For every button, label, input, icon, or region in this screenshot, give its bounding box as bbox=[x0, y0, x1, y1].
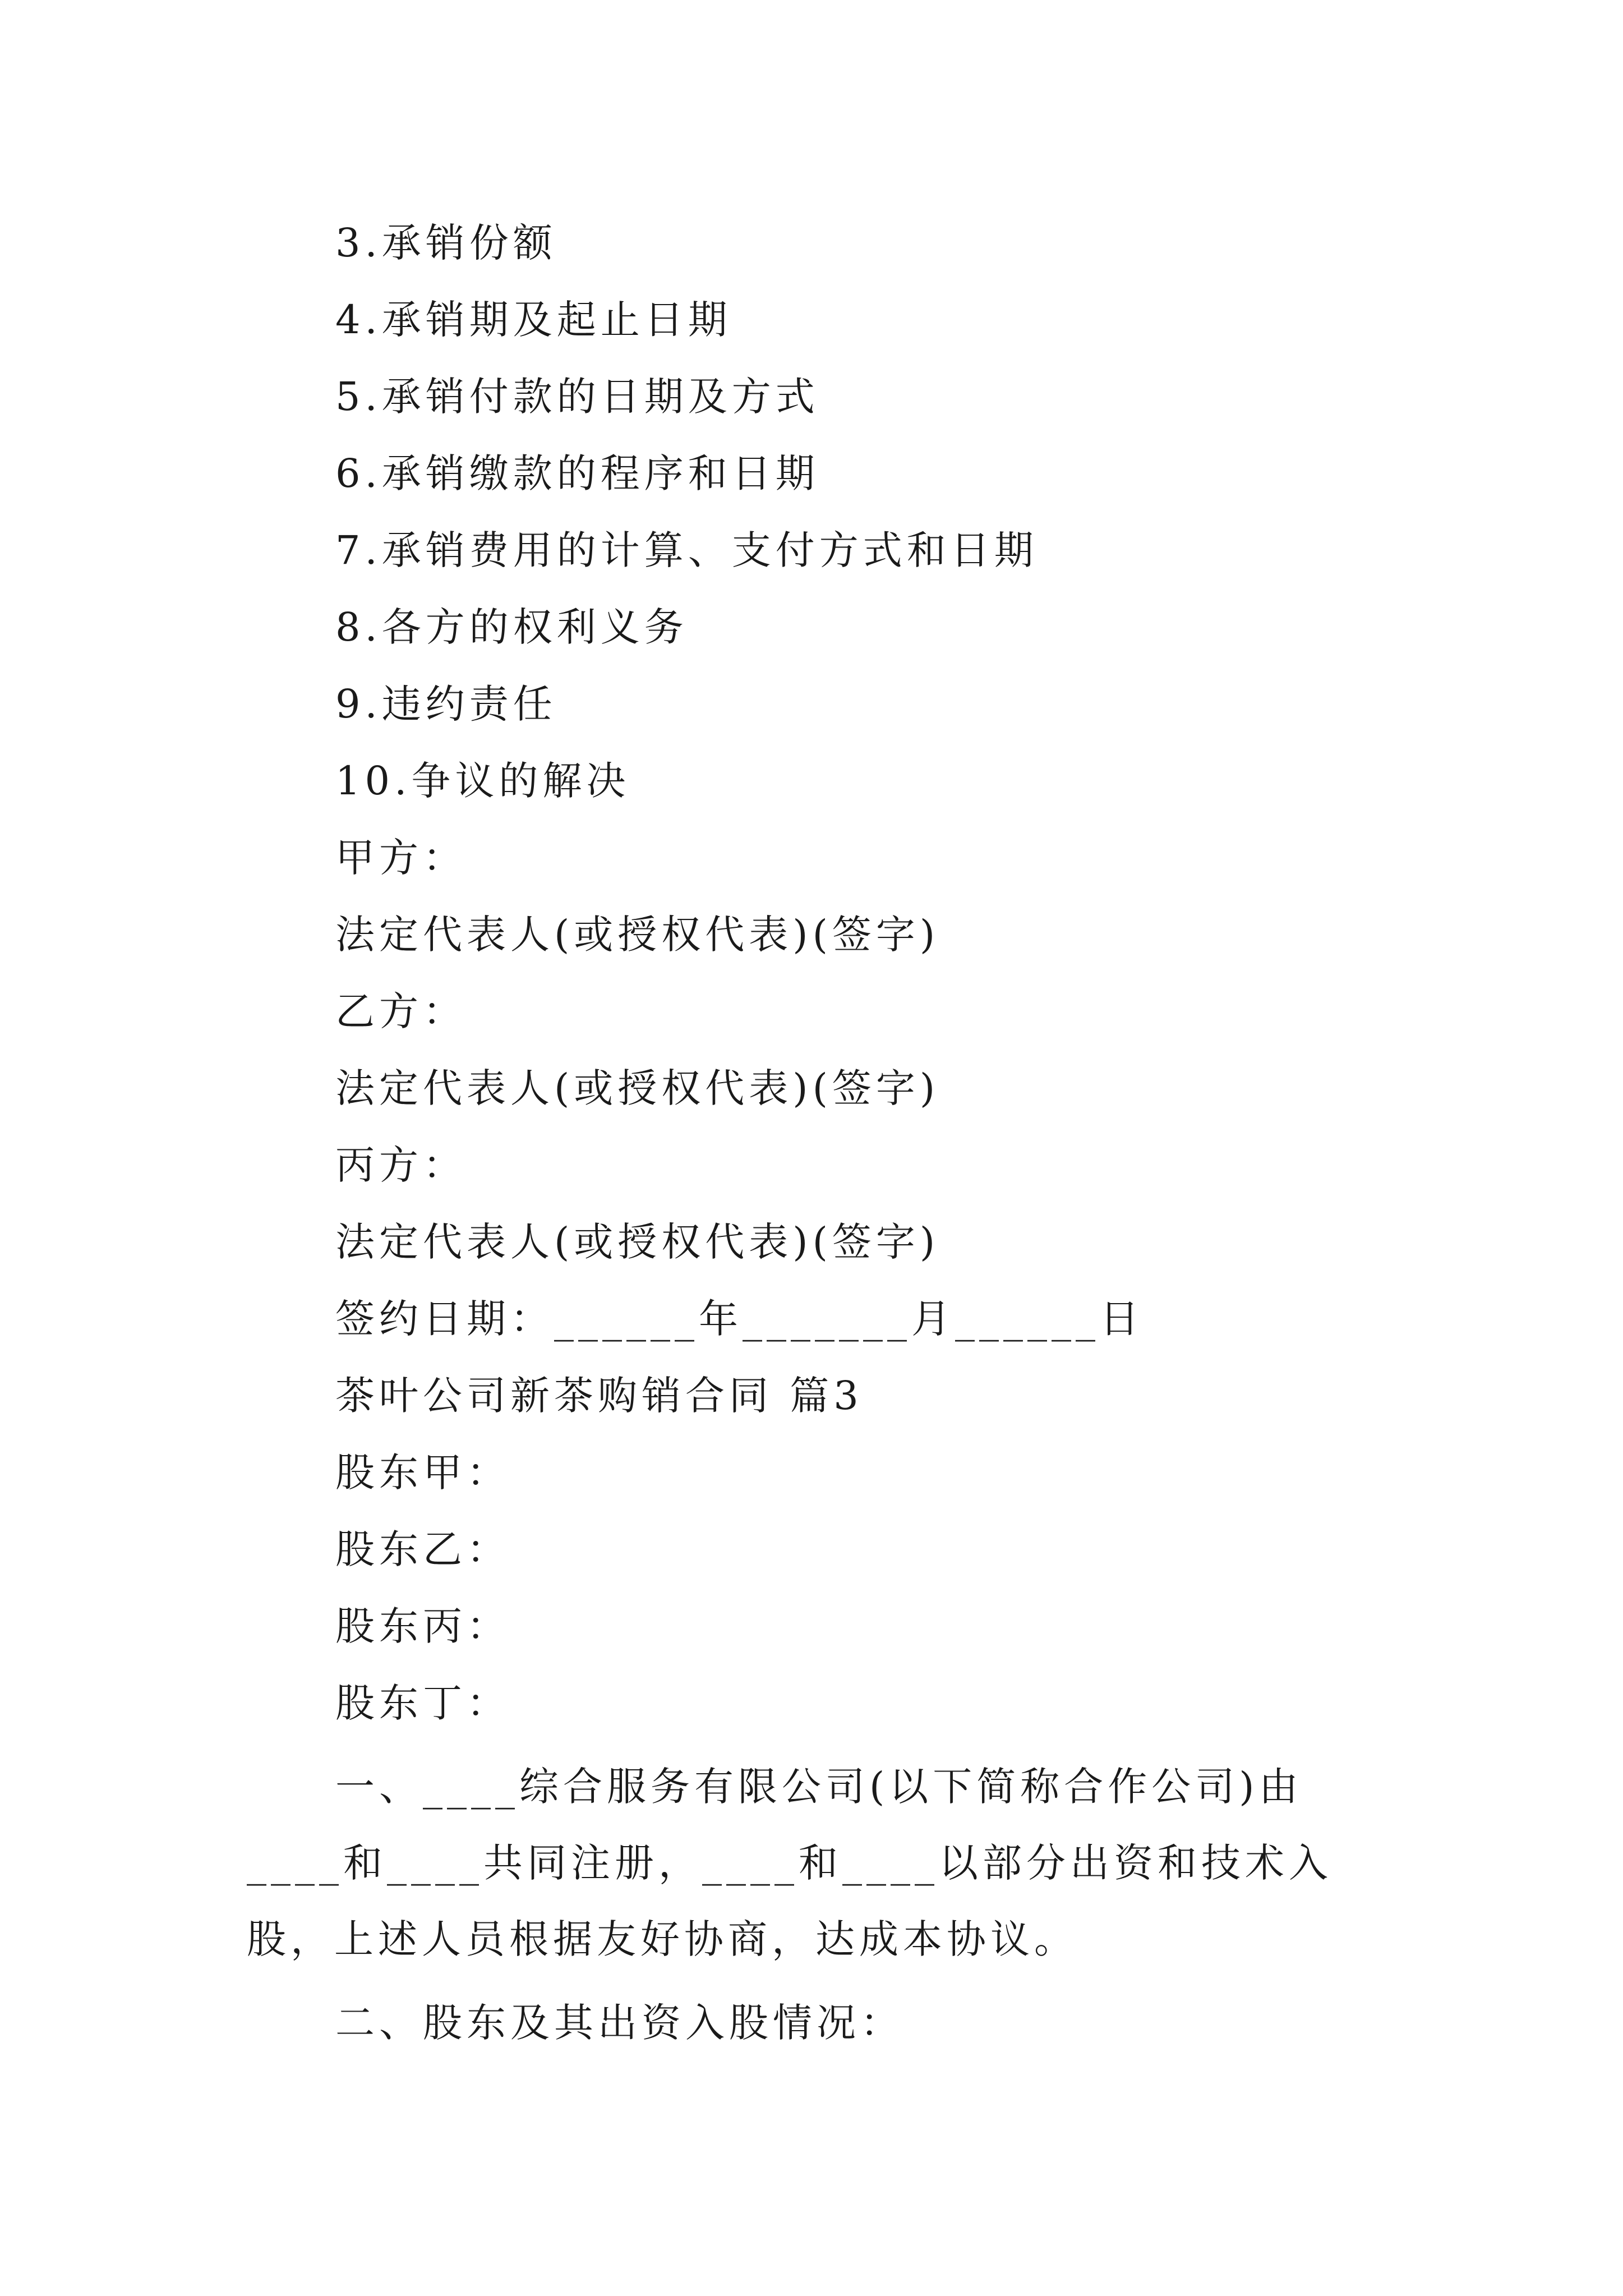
text-line: 法定代表人(或授权代表)(签字) bbox=[335, 912, 940, 958]
paragraph: 一、____综合服务有限公司(以下简称合作公司)由____和____共同注册，____和____以部分出资和技术入股，上述人员根据友好协商，达成本协议。 bbox=[247, 1764, 1332, 1962]
text-line: 8.各方的权利义务 bbox=[335, 604, 688, 650]
text-line: 股东乙： bbox=[335, 1526, 510, 1572]
paragraph: 二、股东及其出资入股情况： bbox=[335, 2000, 904, 2046]
text-line: 甲方： bbox=[335, 835, 467, 881]
text-line: 股东甲： bbox=[335, 1450, 510, 1496]
text-line: 10.争议的解决 bbox=[335, 758, 630, 804]
text-line: 3.承销份额 bbox=[335, 220, 557, 266]
text-line: 7.承销费用的计算、支付方式和日期 bbox=[335, 527, 1038, 573]
text-line: 5.承销付款的日期及方式 bbox=[335, 374, 819, 420]
text-line: 法定代表人(或授权代表)(签字) bbox=[335, 1219, 940, 1265]
text-line: 股东丙： bbox=[335, 1603, 510, 1649]
text-line: 丙方： bbox=[335, 1142, 467, 1188]
text-line: 乙方： bbox=[335, 988, 467, 1034]
text-line: 股东丁： bbox=[335, 1680, 510, 1726]
text-line: 6.承销缴款的程序和日期 bbox=[335, 450, 819, 496]
text-line: 9.违约责任 bbox=[335, 681, 557, 727]
text-line: 4.承销期及起止日期 bbox=[335, 297, 732, 343]
text-line: 法定代表人(或授权代表)(签字) bbox=[335, 1065, 940, 1111]
text-line: 签约日期：______年_______月______日 bbox=[335, 1296, 1144, 1342]
text-line: 茶叶公司新茶购销合同 篇3 bbox=[335, 1373, 863, 1419]
